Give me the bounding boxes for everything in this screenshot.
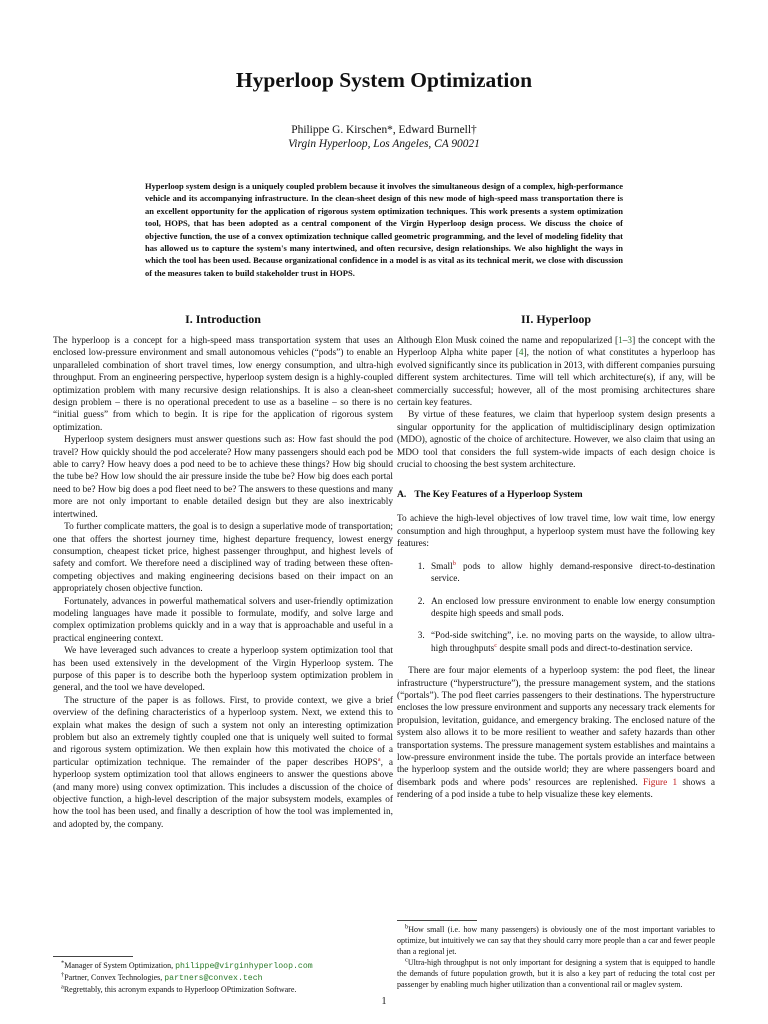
- footnote-divider: [397, 920, 477, 921]
- left-column: [53, 312, 393, 831]
- email-link-philippe[interactable]: philippe@virginhyperloop.com: [175, 962, 313, 971]
- footnote-text: Ultra-high throughput is not only important for designing a system that is equipped to handle the demands of future population growth, but it is also a key part of reducing the total cost per passenger by enabling much higher utilization than a conventional rail or maglev system.: [397, 958, 715, 989]
- hyperloop-paragraph-4-part-b: shows a rendering of a pod inside a tube to help visualize these key elements.: [397, 777, 715, 801]
- list-item-text: despite small pods and direct-to-destination service.: [497, 643, 693, 654]
- page-number: 1: [381, 996, 387, 1007]
- footnote-marker: a: [61, 983, 64, 991]
- hyperloop-paragraph-1-part-b: ] the concept with the Hyperloop Alpha white paper [: [397, 336, 715, 359]
- intro-paragraph-2: Hyperloop system designers must answer questions such as: How fast should the pod travel? How quickly should the pod accelerate? How many passengers should each pod be able to carry? How heavy does a pod need to be to achieve these things? How big should the tube be? How low should the air pressure inside the tube be? How big does each portal need to be? How big does a pod fleet need to be? The answers to these questions and many more are not only important to enable detailed design but they are also inextricably intertwined.: [53, 435, 393, 520]
- key-feature-item-2: [427, 596, 715, 621]
- footnote-marker: b: [405, 923, 409, 931]
- right-column: [397, 312, 715, 802]
- subsection-title: The Key Features of a Hyperloop System: [414, 489, 583, 501]
- citation-range-dash: –: [622, 336, 628, 346]
- paper-title: Hyperloop System Optimization: [235, 68, 533, 92]
- section-heading-introduction: I. Introduction: [185, 312, 261, 326]
- intro-paragraph-1: The hyperloop is a concept for a high-speed mass transportation system that uses an enclosed low-pressure environment and small autonomous vehicles (“pods”) to enable an unparalleled combination of short travel times, low energy consumption, and ultra-high throughput. From an engineering perspective, hyperloop system design is a highly-coupled optimization problem with many recursive design relationships. It is also a clean-sheet design problem – there is no operational precedent to use as a baseline – so there is no “initial guess” from which to begin. It is ripe for the application of rigorous system optimization.: [53, 336, 393, 433]
- citation-link-4[interactable]: 4: [518, 348, 524, 359]
- footnote-divider: [53, 956, 133, 957]
- hyperloop-paragraph-4: [397, 665, 715, 801]
- footnote-mark-a[interactable]: a: [377, 755, 381, 763]
- citation-link-3[interactable]: 3: [627, 336, 633, 346]
- intro-paragraph-6-part-a: The structure of the paper is as follows. First, to provide context, we give a brief overview of the defining characteristics of a hyperloop system. Next, we extend this to explain what makes the design of such a system not only an interesting optimization problem but also an extremely tightly coupled one that is uniquely well suited to formal and rigorous system optimization. We then explain how this motivated the choice of a particular optimization technique. The remainder of the paper describes HOPS: [53, 695, 393, 768]
- intro-paragraph-4: Fortunately, advances in powerful mathematical solvers and user-friendly optimization modeling languages have made it possible to formulate, modify, and solve large and complex optimization problems quickly and in a way that is approachable and useful in a practical engineering context.: [53, 596, 393, 644]
- footnote-a: [53, 984, 393, 995]
- subsection-heading-key-features: [397, 489, 715, 500]
- footnote-text: How small (i.e. how many passengers) is obviously one of the most important variables to optimize, but intuitively we can say that they should carry more people than a car and fewer people than a regional jet.: [397, 925, 715, 956]
- list-item-text: An enclosed low pressure environment to enable low energy consumption despite high speeds and small pods.: [431, 596, 715, 619]
- footnote-author-1: [53, 960, 393, 972]
- intro-paragraph-6: [53, 695, 393, 831]
- footnote-b: [397, 924, 715, 957]
- author-affiliation: Virgin Hyperloop, Los Angeles, CA 90021: [288, 138, 480, 150]
- list-item-text: “Pod-side switching”, i.e. no moving parts on the wayside, to allow ultra-high throughputs: [431, 631, 715, 654]
- footnote-marker: †: [61, 971, 65, 979]
- footnote-c: [397, 957, 715, 990]
- key-feature-item-3: [427, 630, 715, 655]
- hyperloop-paragraph-2: By virtue of these features, we claim that hyperloop system design presents a singular opportunity for the application of multidisciplinary design optimization (MDO), agnostic of the choice of architecture. However, we also claim that using an MDO tool that considers the full system-wide impacts of each design choice is crucial to choosing the best system architecture.: [397, 410, 715, 471]
- citation-link-1[interactable]: 1: [618, 336, 623, 346]
- footnotes-left: [53, 956, 393, 995]
- footnotes-right: [397, 920, 715, 990]
- footnote-marker: *: [61, 959, 65, 967]
- footnote-mark-b[interactable]: b: [452, 559, 456, 567]
- footnote-marker: c: [405, 956, 408, 964]
- list-item-text: pods to allow highly demand-responsive direct-to-destination service.: [431, 561, 715, 585]
- author-list: Philippe G. Kirschen*, Edward Burnell†: [291, 124, 477, 136]
- figure-1-link[interactable]: Figure 1: [642, 777, 678, 788]
- abstract: Hyperloop system design is a uniquely coupled problem because it involves the simultaneous design of a complex, high-performance vehicle and its accompanying infrastructure. In the clean-sheet design of this new mode of high-speed mass transportation there is an excellent opportunity for the application of rigorous system optimization techniques. This work presents a system optimization tool, HOPS, that has been adopted as a central component of the Virgin Hyperloop design process. We discuss the choice of objective function, the use of a convex optimization technique called geometric programming, and the level of modeling fidelity that has allowed us to capture the system's many intertwined, and often recursive, design relationships. We also highlight the ways in which the tool has been used. Because organizational confidence in a model is as vital as its technical merit, we close with discussion of the measures taken to build stakeholder trust in HOPS.: [145, 181, 623, 278]
- intro-paragraph-6-part-b: , a hyperloop system optimization tool that allows engineers to answer the questions above (and many more) using convex optimization. This includes a discussion of the choice of objective function, a high-level description of the major subsystem models, examples of how the tool has been used, and finally a description of how the tool was implemented in, and adopted by, the company.: [53, 757, 393, 830]
- hyperloop-paragraph-1-part-c: ], the notion of what constitutes a hyperloop has evolved significantly since its publication in 2013, with different companies pursuing different system architectures. Time will tell which architecture(s), if any, will be commercially successful; however, all of the most promising architectures share certain key features.: [397, 348, 715, 409]
- footnote-text: Partner, Convex Technologies,: [64, 973, 165, 982]
- section-heading-hyperloop: II. Hyperloop: [520, 312, 591, 326]
- intro-paragraph-3: To further complicate matters, the goal is to design a superlative mode of transportation; one that offers the shortest journey time, highest departure frequency, lowest energy consumption, cheapest ticket price, highest passenger throughput, and highest levels of safety and comfort. We therefore need a disciplined way of trading between these often-competing objectives and making engineering decisions based on their impact on an appropriately chosen objective function.: [53, 522, 393, 595]
- hyperloop-paragraph-1-part-a: Although Elon Musk coined the name and repopularized [: [397, 336, 619, 346]
- subsection-number: A.: [397, 489, 407, 501]
- key-feature-item-1: [427, 561, 715, 586]
- hyperloop-paragraph-3: To achieve the high-level objectives of low travel time, low wait time, low energy consumption and high throughput, a hyperloop system must have the following key features:: [397, 514, 715, 550]
- footnote-mark-c[interactable]: c: [494, 641, 498, 649]
- hyperloop-paragraph-4-part-a: There are four major elements of a hyperloop system: the pod fleet, the linear infrastructure (“hyperstructure”), the pressure management system, and the stations (“portals”). The pod fleet carries passengers to their destinations. The hyperstructure encloses the low pressure environment and supports any necessary track elements for propulsion, levitation, guidance, and emergency braking. The enclosed nature of the system also allows it to be more resilient to weather and safety hazards than other transportation systems. The pressure management system establishes and maintains a low-pressure environment inside the tube. The portals provide an interface between the hyperloop system and the outside world; they are where passengers board and disembark pods and where pods’ resources are replenished.: [397, 666, 715, 788]
- footnote-text: Manager of System Optimization,: [64, 961, 176, 970]
- key-features-list: [397, 561, 715, 655]
- email-link-partners[interactable]: partners@convex.tech: [164, 974, 263, 983]
- footnote-text: Regrettably, this acronym expands to Hyperloop OPtimization Software.: [63, 985, 297, 994]
- hyperloop-paragraph-1: [397, 335, 715, 409]
- list-item-text: Small: [431, 561, 453, 572]
- intro-paragraph-5: We have leveraged such advances to create a hyperloop system optimization tool that has been used extensively in the development of the Virgin Hyperloop system. The purpose of this paper is to describe both the hyperloop system optimization problem in general, and the tool we have developed.: [53, 646, 393, 694]
- footnote-author-2: [53, 972, 393, 984]
